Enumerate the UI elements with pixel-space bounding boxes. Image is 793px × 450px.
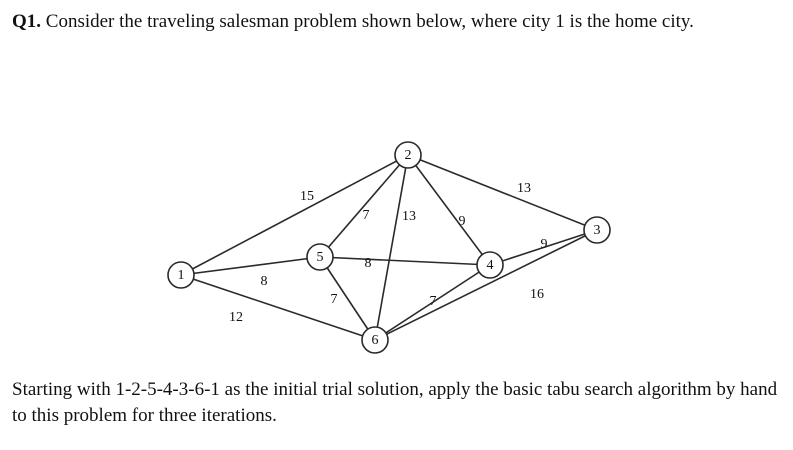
city-label: 4 [486, 258, 494, 274]
edge-weight-label: 7 [362, 208, 370, 224]
city-label: 1 [177, 268, 185, 284]
city-label: 3 [593, 223, 601, 239]
edge-weight-label: 9 [458, 214, 466, 230]
edge-weight-label: 12 [229, 310, 243, 326]
edge-1-6 [181, 275, 375, 340]
edge-weight-label: 7 [429, 294, 437, 310]
edge-weight-label: 15 [300, 189, 314, 205]
city-node-4 [477, 252, 503, 278]
question-number: Q1. [12, 11, 42, 32]
city-label: 5 [316, 250, 324, 266]
edge-2-6 [375, 155, 408, 340]
edge-weight-label: 13 [402, 209, 416, 225]
instructions-text: Starting with 1-2-5-4-3-6-1 as the initial trial solution, apply the basic tabu search algorithm by hand to this problem for three iterations. [12, 379, 778, 426]
edge-5-4 [320, 257, 490, 265]
city-label: 2 [404, 148, 412, 164]
question-text: Consider the traveling salesman problem shown below, where city 1 is the home city. [41, 11, 694, 32]
city-node-1 [168, 262, 194, 288]
weight-label-layer [229, 181, 548, 325]
city-node-3 [584, 217, 610, 243]
city-node-2 [395, 142, 421, 168]
edge-weight-label: 9 [540, 237, 548, 253]
edge-layer [181, 155, 597, 340]
edge-2-5 [320, 155, 408, 257]
edge-1-5 [181, 257, 320, 275]
city-label: 6 [371, 333, 379, 349]
edge-6-3 [375, 230, 597, 340]
edge-weight-label: 7 [330, 292, 338, 308]
edge-weight-label: 16 [530, 287, 544, 303]
edge-weight-label: 8 [364, 256, 372, 272]
city-node-6 [362, 327, 388, 353]
edge-1-2 [181, 155, 408, 275]
edge-weight-label: 8 [260, 274, 268, 290]
edge-weight-label: 13 [517, 181, 531, 197]
city-node-5 [307, 244, 333, 270]
